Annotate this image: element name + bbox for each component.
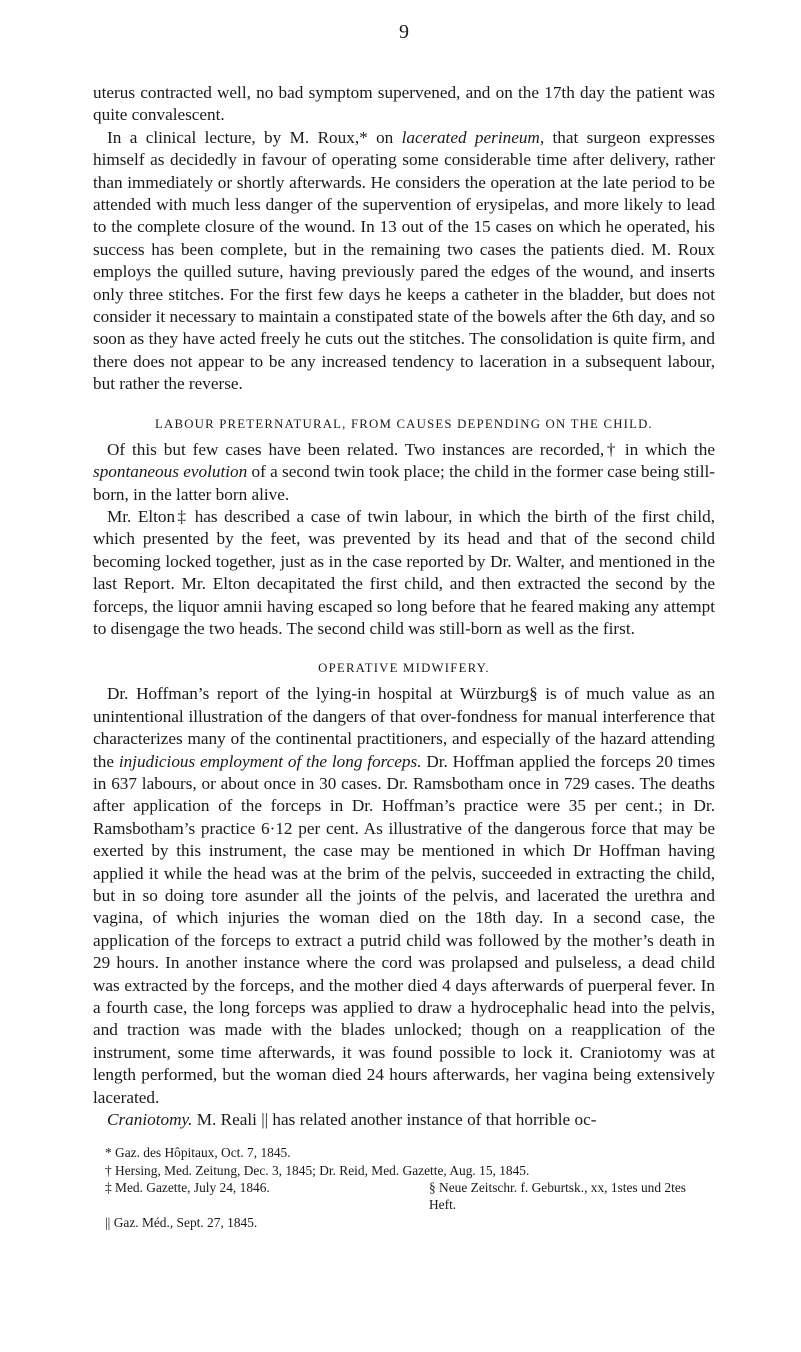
footnote-3: ‡ Med. Gazette, July 24, 1846. (105, 1180, 270, 1196)
footnote-5: || Gaz. Méd., Sept. 27, 1845. (105, 1214, 258, 1230)
paragraph-1: uterus contracted well, no bad symptom supervened, and on the 17th day the patient was quite convalescent. (93, 83, 715, 125)
page-number: 9 (399, 21, 409, 43)
paragraph-2 (93, 127, 715, 396)
footnote-4-section: § Neue Zeitschr. f. Geburtsk., xx, 1stes und 2tes Heft. (429, 1180, 686, 1213)
paragraph-5-emphasis: injudicious employment of the long forceps. (118, 751, 422, 771)
footnote-row-3 (93, 1179, 715, 1214)
paragraph-3-emphasis: spontaneous evolution (93, 462, 248, 482)
paragraph-5-text-a: Dr. Hoffman’s report of the lying-in hospital at Würzburg§ is of much value as an unintentional illustration of the dangers of that over-fondness for manual interference that characterizes many of the continental practitioners, and especially of the hazard attending the (93, 684, 715, 771)
paragraph-4: Mr. Elton‡ has described a case of twin labour, in which the birth of the first child, which presented by the feet, was prevented by its head and that of the second child becoming locked together, just as in the case reported by Dr. Walter, and mentioned in the last Report. Mr. Elton decapitated the first child, and then extracted the second by the forceps, the liquor amnii having escaped so long before that he feared making any attempt to disengage the two heads. The second child was still-born as well as the first. (93, 506, 715, 638)
paragraph-5 (93, 683, 715, 1109)
section-heading-labour-preternatural: LABOUR PRETERNATURAL, FROM CAUSES DEPENDING ON THE CHILD. (155, 416, 653, 431)
paragraph-3-text-a: Of this but few cases have been related. Two instances are recorded,† in which the (107, 439, 715, 459)
paragraph-2-text-a: In a clinical lecture, by M. Roux,* on (107, 127, 402, 147)
paragraph-2-emphasis: lacerated perineum, (401, 127, 545, 147)
paragraph-3-text-b: of a second twin took place; the child in the former case being still-born, in the latter born alive. (93, 462, 715, 504)
section-heading-operative-midwifery: OPERATIVE MIDWIFERY. (318, 661, 490, 676)
paragraph-6-text-b: M. Reali || has related another instance of that horrible oc- (192, 1110, 597, 1130)
footnotes (93, 1144, 715, 1230)
footnote-1: * Gaz. des Hôpitaux, Oct. 7, 1845. (105, 1145, 291, 1161)
footnote-2: † Hersing, Med. Zeitung, Dec. 3, 1845; Dr. Reid, Med. Gazette, Aug. 15, 1845. (105, 1162, 530, 1178)
paragraph-5-text-b: Dr. Hoffman applied the forceps 20 times in 637 labours, or about once in 30 cases. Dr. Ramsbotham once in 729 cases. The deaths after application of the forceps in Dr. Hoffman’s practice were 35 per cent.; in Dr. Ramsbotham’s practice 6·12 per cent. As illustrative of the dangerous force that may be exerted by this instrument, the case may be mentioned in which Dr Hoffman having applied it while the head was at the brim of the pelvis, succeeded in extracting the child, but in so doing tore asunder all the joints of the pelvis, and lacerated the urethra and vagina, of which injuries the woman died on the 18th day. In a second case, the application of the forceps to extract a putrid child was followed by the mother’s death in 29 hours. In another instance where the cord was prolapsed and pulseless, a dead child was extracted by the forceps, and the mother died 4 days afterwards of puerperal fever. In a fourth case, the long forceps was applied to draw a hydrocephalic head into the pelvis, and traction was made with the blades unlocked; though on a reapplication of the instrument, some time afterwards, it was found possible to lock it. Craniotomy was at length performed, but the woman died 24 hours afterwards, her vagina being extensively lacerated. (93, 751, 716, 1107)
paragraph-2-text-b: that surgeon expresses himself as decidedly in favour of operating some considerable time after delivery, rather than immediately or shortly afterwards. He considers the operation at the late period to be attended with much less danger of the supervention of erysipelas, and more likely to lead to the complete closure of the wound. In 13 out of the 15 cases on which he operated, his success has been complete, but in the remaining two cases the patients died. M. Roux employs the quilled suture, having previously pared the edges of the wound, and inserts only three stitches. For the first few days he keeps a catheter in the bladder, but does not consider it necessary to maintain a constipated state of the bowels after the 6th day, and so soon as they have acted freely he cuts out the stitches. The consolidation is quite firm, and there does not appear to be any increased tendency to laceration in a subsequent labour, but rather the reverse. (93, 127, 715, 394)
paragraph-6 (93, 1109, 715, 1131)
paragraph-3 (93, 439, 715, 506)
paragraph-6-emphasis: Craniotomy. (107, 1110, 193, 1130)
